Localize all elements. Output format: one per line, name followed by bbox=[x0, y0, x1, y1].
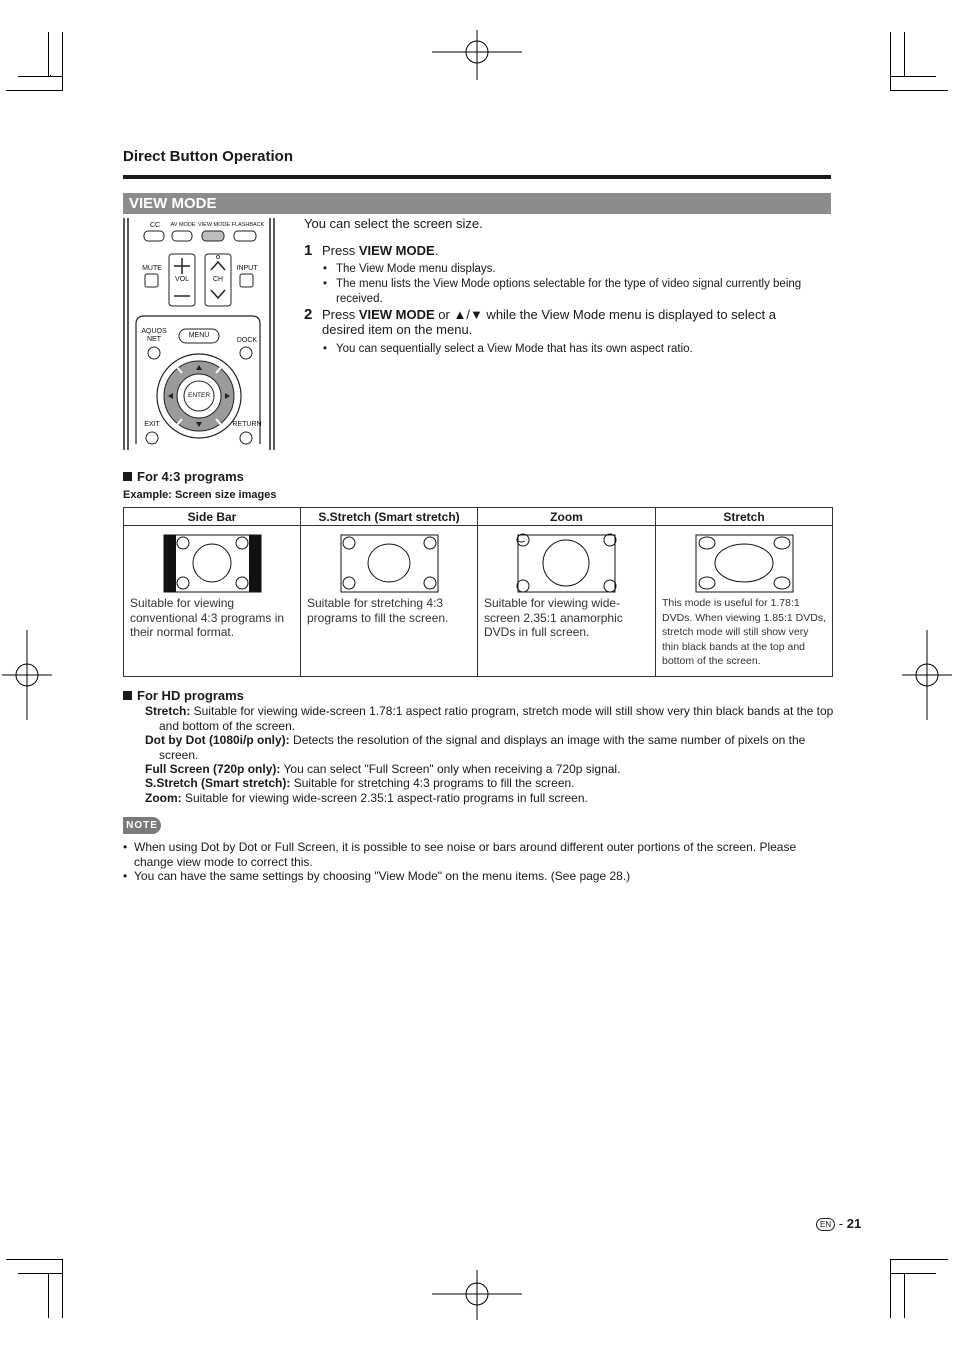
crop-mark bbox=[6, 90, 63, 91]
step-bullet: • The View Mode menu displays. bbox=[323, 263, 496, 275]
crop-mark bbox=[6, 1259, 63, 1260]
hd-item bbox=[145, 704, 843, 733]
stretch-desc: This mode is useful for 1.78:1 DVDs. When viewing 1.85:1 DVDs, stretch mode will still show very thin black bands at the top and bottom of the screen. bbox=[662, 597, 826, 667]
crop-mark bbox=[62, 32, 63, 91]
crop-mark bbox=[890, 1259, 948, 1260]
step-text bbox=[322, 307, 822, 337]
flashback-label: FLASHBACK bbox=[231, 222, 265, 228]
exit-label: EXIT bbox=[144, 421, 160, 428]
step-text-post: . bbox=[434, 243, 439, 258]
vol-label: VOL bbox=[174, 276, 189, 283]
hd-item bbox=[145, 776, 843, 791]
example-label: Example: Screen size images bbox=[123, 489, 277, 501]
hd-item bbox=[145, 733, 843, 762]
crop-mark bbox=[48, 32, 49, 76]
side-bar-cell bbox=[124, 526, 301, 677]
step-bullet-text: You can sequentially select a View Mode that has its own aspect ratio. bbox=[336, 343, 693, 355]
ch-label: CH bbox=[212, 276, 224, 283]
column-header: Zoom bbox=[478, 508, 656, 526]
view-mode-label: VIEW MODE bbox=[197, 222, 231, 228]
step-text bbox=[322, 243, 822, 258]
screen-size-table bbox=[123, 507, 833, 677]
registration-mark bbox=[432, 30, 522, 80]
step-bullet-text: The View Mode menu displays. bbox=[336, 263, 496, 275]
view-mode-heading: VIEW MODE bbox=[129, 195, 217, 212]
step-bullet: • The menu lists the View Mode options selectable for the type of video signal currently being received. bbox=[323, 278, 802, 305]
registration-mark bbox=[902, 630, 952, 720]
hd-item-label: Zoom: bbox=[145, 791, 182, 805]
crop-mark bbox=[890, 90, 948, 91]
programs-43-heading-text: For 4:3 programs bbox=[137, 469, 244, 484]
crop-mark bbox=[18, 76, 63, 77]
zoom-screen-image bbox=[478, 526, 655, 596]
column-header: Stretch bbox=[656, 508, 833, 526]
note-item: • You can have the same settings by choosing "View Mode" on the menu items. (See page 28.) bbox=[123, 869, 631, 883]
s-stretch-cell bbox=[301, 526, 478, 677]
square-bullet-icon bbox=[123, 472, 132, 481]
section-rule bbox=[123, 175, 831, 179]
crop-mark bbox=[890, 1273, 936, 1274]
crop-mark bbox=[904, 1273, 905, 1318]
hd-item-text: You can select "Full Screen" only when receiving a 720p signal. bbox=[280, 762, 621, 776]
column-header: Side Bar bbox=[124, 508, 301, 526]
programs-hd-heading bbox=[123, 688, 244, 703]
hd-item-text: Suitable for viewing wide-screen 2.35:1 aspect-ratio programs in full screen. bbox=[181, 791, 588, 805]
av-mode-label: AV MODE bbox=[170, 222, 196, 228]
aquos-net-label: AQUOS NET bbox=[141, 328, 167, 343]
mute-button bbox=[145, 274, 158, 287]
step-number: 1 bbox=[304, 242, 313, 259]
dock-button bbox=[240, 347, 252, 359]
exit-button bbox=[146, 432, 158, 444]
view-mode-heading-bar bbox=[123, 193, 831, 214]
registration-mark bbox=[2, 630, 52, 720]
side-bar-desc: Suitable for viewing conventional 4:3 programs in their normal format. bbox=[130, 596, 285, 639]
av-mode-button bbox=[172, 231, 192, 241]
crop-mark bbox=[18, 1273, 63, 1274]
hd-item-text: Suitable for stretching 4:3 programs to fill the screen. bbox=[290, 776, 575, 790]
zoom-cell bbox=[478, 526, 656, 677]
page-separator: - bbox=[838, 1216, 844, 1231]
aquos-net-button bbox=[148, 347, 160, 359]
hd-item-text: Suitable for viewing wide-screen 1.78:1 aspect ratio program, stretch mode will still show very thin black bands at the top and bottom of the screen. bbox=[159, 704, 834, 733]
page-number: 21 bbox=[846, 1216, 862, 1231]
input-button bbox=[240, 274, 253, 287]
mute-label: MUTE bbox=[142, 265, 162, 272]
cc-label: CC bbox=[149, 222, 161, 229]
hd-item-label: Stretch: bbox=[145, 704, 191, 718]
page-footer bbox=[816, 1216, 861, 1231]
menu-label: MENU bbox=[188, 332, 210, 339]
programs-hd-heading-text: For HD programs bbox=[137, 688, 244, 703]
return-button bbox=[240, 432, 252, 444]
hd-item-label: S.Stretch (Smart stretch): bbox=[145, 776, 291, 790]
step-text-post: or ▲/▼ while the View Mode menu is displayed to select a desired item on the menu. bbox=[322, 307, 776, 337]
input-label: INPUT bbox=[236, 265, 258, 272]
hd-item-text: Detects the resolution of the signal and displays an image with the same number of pixels on the screen. bbox=[159, 733, 806, 762]
s-stretch-desc: Suitable for stretching 4:3 programs to fill the screen. bbox=[307, 596, 449, 625]
step-text-bold: VIEW MODE bbox=[358, 307, 435, 322]
crop-mark bbox=[48, 1273, 49, 1318]
step-bullet-text: The menu lists the View Mode options selectable for the type of video signal currently being received. bbox=[336, 278, 802, 305]
step-bullet: • You can sequentially select a View Mode that has its own aspect ratio. bbox=[323, 343, 693, 355]
hd-item bbox=[145, 762, 843, 777]
step-text-bold: VIEW MODE bbox=[358, 243, 435, 258]
stretch-screen-image bbox=[656, 526, 832, 596]
intro-text: You can select the screen size. bbox=[304, 216, 483, 231]
column-header: S.Stretch (Smart stretch) bbox=[301, 508, 478, 526]
programs-43-heading bbox=[123, 469, 244, 484]
note-item-text: You can have the same settings by choosing "View Mode" on the menu items. (See page 28.) bbox=[134, 869, 631, 883]
section-title: Direct Button Operation bbox=[123, 148, 294, 165]
crop-mark bbox=[890, 1259, 891, 1318]
dock-label: DOCK bbox=[236, 337, 258, 344]
crop-mark bbox=[904, 32, 905, 76]
s-stretch-screen-image bbox=[301, 526, 477, 596]
square-bullet-icon bbox=[123, 691, 132, 700]
step-text-pre: Press bbox=[322, 243, 359, 258]
flashback-button bbox=[234, 231, 256, 241]
language-badge: EN bbox=[816, 1218, 835, 1231]
enter-label: ENTER bbox=[187, 392, 211, 399]
stretch-cell bbox=[656, 526, 833, 677]
hd-item-label: Full Screen (720p only): bbox=[145, 762, 281, 776]
note-item-text: When using Dot by Dot or Full Screen, it is possible to see noise or bars around different outer portions of the screen. Please change view mode to correct this. bbox=[134, 840, 797, 869]
view-mode-button bbox=[202, 231, 224, 241]
return-label: RETURN bbox=[232, 421, 262, 428]
step-number: 2 bbox=[304, 306, 313, 323]
hd-item bbox=[145, 791, 843, 806]
zoom-desc: Suitable for viewing wide-screen 2.35:1 anamorphic DVDs in full screen. bbox=[484, 596, 623, 639]
note-item: • When using Dot by Dot or Full Screen, it is possible to see noise or bars around different outer portions of the screen. Please change view mode to correct this. bbox=[123, 840, 797, 869]
step-text-pre: Press bbox=[322, 307, 359, 322]
crop-mark bbox=[890, 76, 936, 77]
crop-mark bbox=[890, 32, 891, 91]
side-bar-screen-image bbox=[124, 526, 300, 596]
cc-button bbox=[144, 231, 164, 241]
note-badge: NOTE bbox=[123, 817, 161, 834]
hd-item-label: Dot by Dot (1080i/p only): bbox=[145, 733, 290, 747]
crop-mark bbox=[62, 1259, 63, 1318]
registration-mark bbox=[432, 1270, 522, 1320]
